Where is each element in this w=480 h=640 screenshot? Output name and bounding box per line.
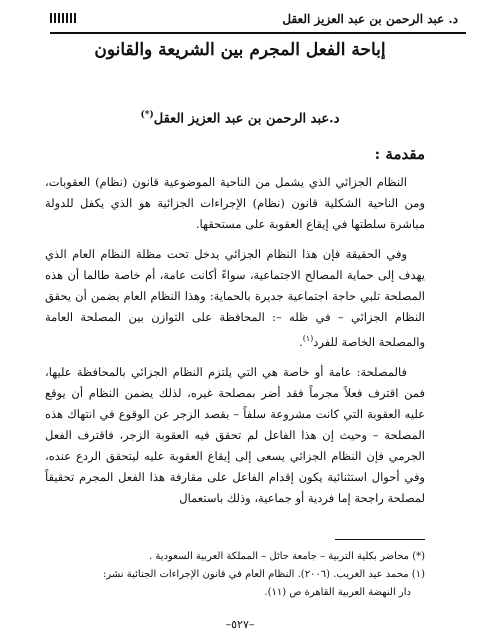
header-author: د. عبد الرحمن بن عبد العزيز العقل xyxy=(282,12,458,26)
author-footnote-mark: (*) xyxy=(140,110,154,120)
paragraph-3: فالمصلحة: عامة أو خاصة هي التي يلتزم النظام الجزائي بالمحافظة عليها، فمن اقترف فعلاً مجرماً فقد أضر بمصلحة غيره، لذلك يضمن النظام أن يوقع عليه العقوبة التي كانت مشروعة سلفاً – بقصد الزجر عن الوقوع في انتهاك هذه المصلحة – وحيث إن هذا الفاعل لم تحقق فيه العقوبة الزجر، فاقترف الفعل الجرمي فإن النظام الجزائي يسعى إلى إيقاع العقوبة عليه ليتحقق الردع عنده، وفي أحوال استثنائية يكون إقدام الفاعل على مقارفة هذا الفعل المجرم تحقيقاً لمصلحة راجحة إما فردية أو جماعية، وذلك باستعمال xyxy=(45,364,425,505)
author-name: د.عبد الرحمن بن عبد العزيز العقل xyxy=(153,111,340,127)
footnote-author-affiliation: (*) محاضر بكلية التربية – جامعة حائل – المملكة العربية السعودية . xyxy=(149,551,425,562)
author-line xyxy=(0,110,480,126)
running-header xyxy=(50,6,466,34)
page-number: –٥٢٧– xyxy=(225,618,255,631)
footnote-1: (١) محمد عيد الغريب. (٢٠٠٦). النظام العام في قانون الإجراءات الجنائية نشر: xyxy=(102,569,425,580)
section-heading-introduction: مقدمة : xyxy=(374,145,425,163)
footnote-1-continuation: دار النهضة العربية القاهرة ص (١١). xyxy=(264,587,411,598)
header-decorative-rule xyxy=(50,13,76,23)
footnote-divider xyxy=(335,539,425,540)
body-text xyxy=(45,172,425,518)
paragraph-2: وفي الحقيقة فإن هذا النظام الجزائي يدخل تحت مظلة النظام العام الذي يهدف إلى حماية المصالح الاجتماعية، سواءً أكانت عامة، أم خاصة طالما أن هذه المصلحة تلبي حاجة اجتماعية جديرة بالحماية: وهذا النظام العام يضمن أن يحقق النظام الجزائي – في ظله –: المحافظة على التوازن بين المصلحة العامة والمصلحة الخاصة للفرد$^{(١)}$. xyxy=(45,247,425,349)
footnote-ref-1: (١) xyxy=(302,334,314,343)
paragraph-1: النظام الجزائي الذي يشمل من الناحية الموضوعية قانون (نظام) العقوبات، ومن الناحية الشكلية قانون (نظام) الإجراءات الجزائية هو الذي يكفل للدولة مباشرة سلطتها في إيقاع العقوبة على مستحقها. xyxy=(45,175,425,231)
footnotes xyxy=(55,548,425,602)
article-title: إباحة الفعل المجرم بين الشريعة والقانون xyxy=(94,40,386,60)
